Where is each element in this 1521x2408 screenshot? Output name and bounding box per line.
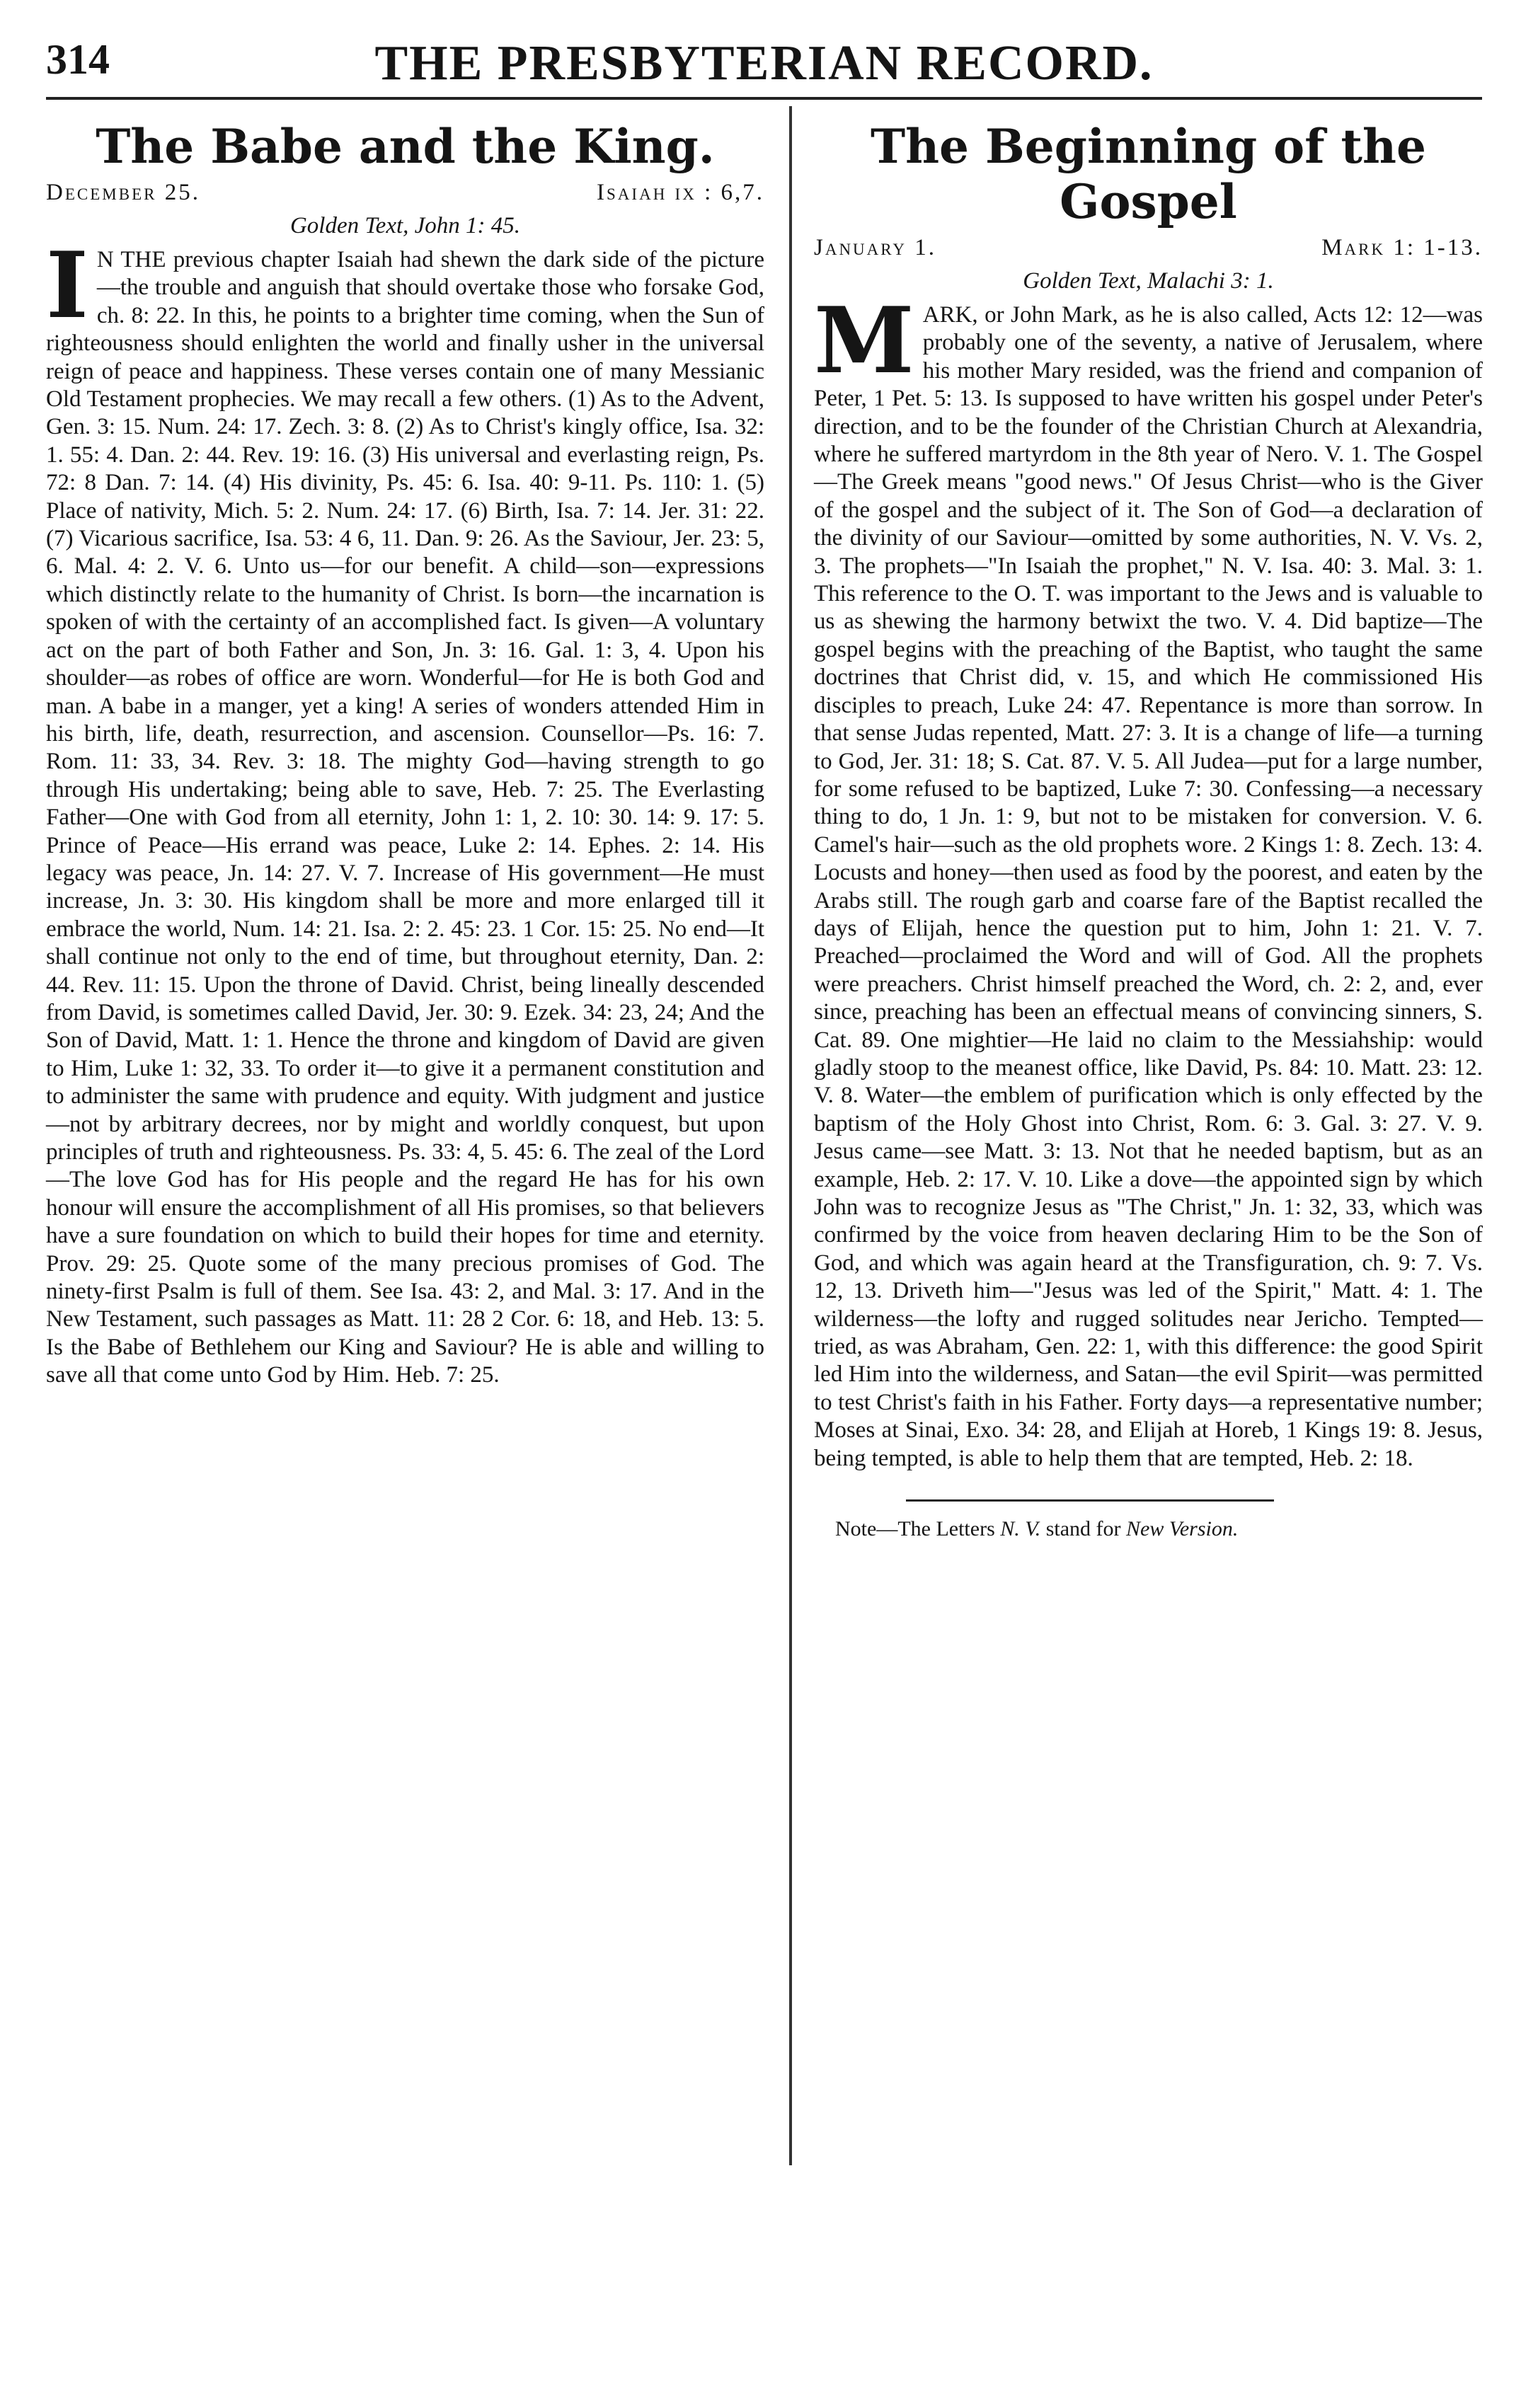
note-rule: [906, 1499, 1274, 1502]
lesson-body: [814, 288, 1483, 1473]
page-header: [46, 28, 1482, 99]
header-rule: [46, 97, 1482, 100]
lesson-body-text: ARK, or John Mark, as he is also called, Acts 12: 12—was probably one of the seventy, a native of Jerusalem, where his mother Mary resided, was the friend and companion of Peter, 1 Pet. 5: 13. Is supposed to have written his gospel under Peter's direction, and to be the founder of the Christian Church at Alexandria, where he suffered martyrdom in the 8th year of Nero. V. 1. The Gospel—The Greek means "good news." Of Jesus Christ—who is the Giver of the gospel and the subject of it. The Son of God—a declaration of the divinity of our Saviour—omitted by some authorities, N. V. Vs. 2, 3. The prophets—"In Isaiah the prophet," N. V. Isa. 40: 3. Mal. 3: 1. This reference to the O. T. was important to the Jews and is valuable to us as shewing the harmony betwixt the two. V. 4. Did baptize—The gospel begins with the preaching of the Baptist, who taught the same doctrines that Christ did, v. 15, and which He commissioned His disciples to preach, Luke 24: 47. Repentance is more than sorrow. In that sense Judas repented, Matt. 27: 3. It is a change of life—a turning to God, Jer. 31: 18; S. Cat. 87. V. 5. All Judea—put for a large number, for some refused to be baptized, Luke 7: 30. Confessing—a necessary thing to do, 1 Jn. 1: 9, but not to be mistaken for conversion. V. 6. Camel's hair—such as the old prophets wore. 2 Kings 1: 8. Zech. 13: 4. Locusts and honey—then used as food by the poorest, and eaten by the Arabs still. The rough garb and coarse fare of the Baptist recalled the days of Elijah, hence the question put to him, John 1: 21. V. 7. Preached—proclaimed the Word and will of God. All the prophets were preachers. Christ himself preached the Word, ch. 2: 2, and, ever since, preaching has been an effectual means of convincing sinners, S. Cat. 89. One mightier—He laid no claim to the Messiahship: would gladly stoop to the meanest office, like David, Ps. 84: 10. Matt. 23: 12. V. 8. Water—the emblem of purification which is only effected by the baptism of the Holy Ghost into Christ, Rom. 6: 3. Gal. 3: 27. V. 9. Jesus came—see Matt. 3: 13. Not that he needed baptism, but as an example, Heb. 2: 17. V. 10. Like a dove—the appointed sign by which John was to recognize Jesus as "The Christ," Jn. 1: 32, 33, which was confirmed by the voice from heaven declaring Him to be the Son of God, and which was again heard at the Transfiguration, ch. 9: 7. Vs. 12, 13. Driveth him—"Jesus was led of the Spirit," Matt. 4: 1. The wilderness—the lofty and rugged solitudes near Jericho. Tempted—tried, as was Abraham, Gen. 22: 1, with this difference: the good Spirit led Him into the wilderness, and Satan—the evil Spirit—was permitted to test Christ's faith in his Father. Forty days—a representative number; Moses at Sinai, Exo. 34: 28, and Elijah at Horeb, 1 Kings 19: 8. Jesus, being tempted, is able to help them that are tempted, Heb. 2: 18.: [814, 302, 1483, 1471]
lesson-meta: [814, 235, 1483, 261]
footnote: [835, 1517, 1483, 1541]
lesson-body-text: N THE previous chapter Isaiah had shewn the dark side of the picture—the trouble and anguish that should overtake those who forsake God, ch. 8: 22. In this, he points to a brighter time coming, when the Sun of righteousness should enlighten the world and finally usher in the universal reign of peace and happiness. These verses contain one of many Messianic Old Testament prophecies. We may recall a few others. (1) As to the Advent, Gen. 3: 15. Num. 24: 17. Zech. 3: 8. (2) As to Christ's kingly office, Isa. 32: 1. 55: 4. Dan. 2: 44. Rev. 19: 16. (3) His universal and everlasting reign, Ps. 72: 8 Dan. 7: 14. (4) His divinity, Ps. 45: 6. Isa. 40: 9-11. Ps. 110: 1. (5) Place of nativity, Mich. 5: 2. Num. 24: 17. (6) Birth, Isa. 7: 14. Jer. 31: 22. (7) Vicarious sacrifice, Isa. 53: 4 6, 11. Dan. 9: 26. As the Saviour, Jer. 23: 5, 6. Mal. 4: 2. V. 6. Unto us—for our benefit. A child—son—expressions which distinctly relate to the humanity of Christ. Is born—the incarnation is spoken of with the certainty of an accomplished fact. Is given—A voluntary act on the part of both Father and Son, Jn. 3: 16. Gal. 1: 3, 4. Upon his shoulder—as robes of office are worn. Wonderful—for He is both God and man. A babe in a manger, yet a king! A series of wonders attended Him in his birth, life, death, resurrection, and ascension. Counsellor—Ps. 16: 7. Rom. 11: 33, 34. Rev. 3: 18. The mighty God—having strength to go through His undertaking; being able to save, Heb. 7: 25. The Everlasting Father—One with God from all eternity, John 1: 1, 2. 10: 30. 14: 9. 17: 5. Prince of Peace—His errand was peace, Luke 2: 14. Ephes. 2: 14. His legacy was peace, Jn. 14: 27. V. 7. Increase of His government—He must increase, Jn. 3: 30. His kingdom shall be more and more enlarged till it embrace the world, Num. 14: 21. Isa. 2: 2. 45: 23. 1 Cor. 15: 25. No end—It shall continue not only to the end of time, but throughout eternity, Dan. 2: 44. Rev. 11: 15. Upon the throne of David. Christ, being lineally descended from David, is sometimes called David, Jer. 30: 9. Ezek. 34: 23, 24; And the Son of David, Matt. 1: 1. Hence the throne and kingdom of David are given to Him, Luke 1: 32, 33. To order it—to give it a permanent constitution and to administer the same with prudence and equity. With judgment and justice—not by arbitrary decrees, nor by might and worldly conquest, but upon principles of truth and righteousness. Ps. 33: 4, 5. 45: 6. The zeal of the Lord—The love God has for His people and the regard He has for his own honour will ensure the accomplishment of all His promises, so that believers have a sure foundation on which to build their hopes for time and eternity. Prov. 29: 25. Quote some of the many precious promises of God. The ninety-first Psalm is full of them. See Isa. 43: 2, and Mal. 3: 17. And in the New Testament, such passages as Matt. 11: 28 2 Cor. 6: 18, and Heb. 13: 5. Is the Babe of Bethlehem our King and Saviour? He is able and willing to save all that come unto God by Him. Heb. 7: 25.: [46, 247, 764, 1388]
page-number: 314: [46, 36, 110, 83]
note-nv: N. V.: [1000, 1517, 1041, 1541]
note-prefix: Note—The Letters: [835, 1517, 1001, 1541]
golden-text: Golden Text, John 1: 45.: [289, 213, 521, 238]
column-divider: [789, 106, 792, 2165]
lesson-title: The Beginning of the Gospel: [870, 119, 1427, 229]
golden-text: Golden Text, Malachi 3: 1.: [1023, 268, 1274, 294]
lesson-scripture: Mark 1: 1-13.: [1321, 235, 1483, 260]
lesson-meta: [46, 180, 764, 206]
drop-cap: I: [46, 233, 88, 339]
lesson-scripture: Isaiah ix : 6,7.: [597, 180, 764, 205]
running-title: THE PRESBYTERIAN RECORD.: [374, 36, 1154, 91]
note-middle: stand for: [1040, 1517, 1127, 1541]
note-new-version: New Version.: [1126, 1517, 1239, 1541]
right-column: [814, 106, 1483, 1541]
drop-cap: M: [814, 288, 914, 394]
left-column: [46, 106, 764, 1390]
lesson-title: The Babe and the King.: [96, 119, 715, 174]
lesson-date: January 1.: [814, 235, 936, 260]
lesson-date: December 25.: [46, 180, 200, 205]
lesson-body: [46, 233, 764, 1390]
